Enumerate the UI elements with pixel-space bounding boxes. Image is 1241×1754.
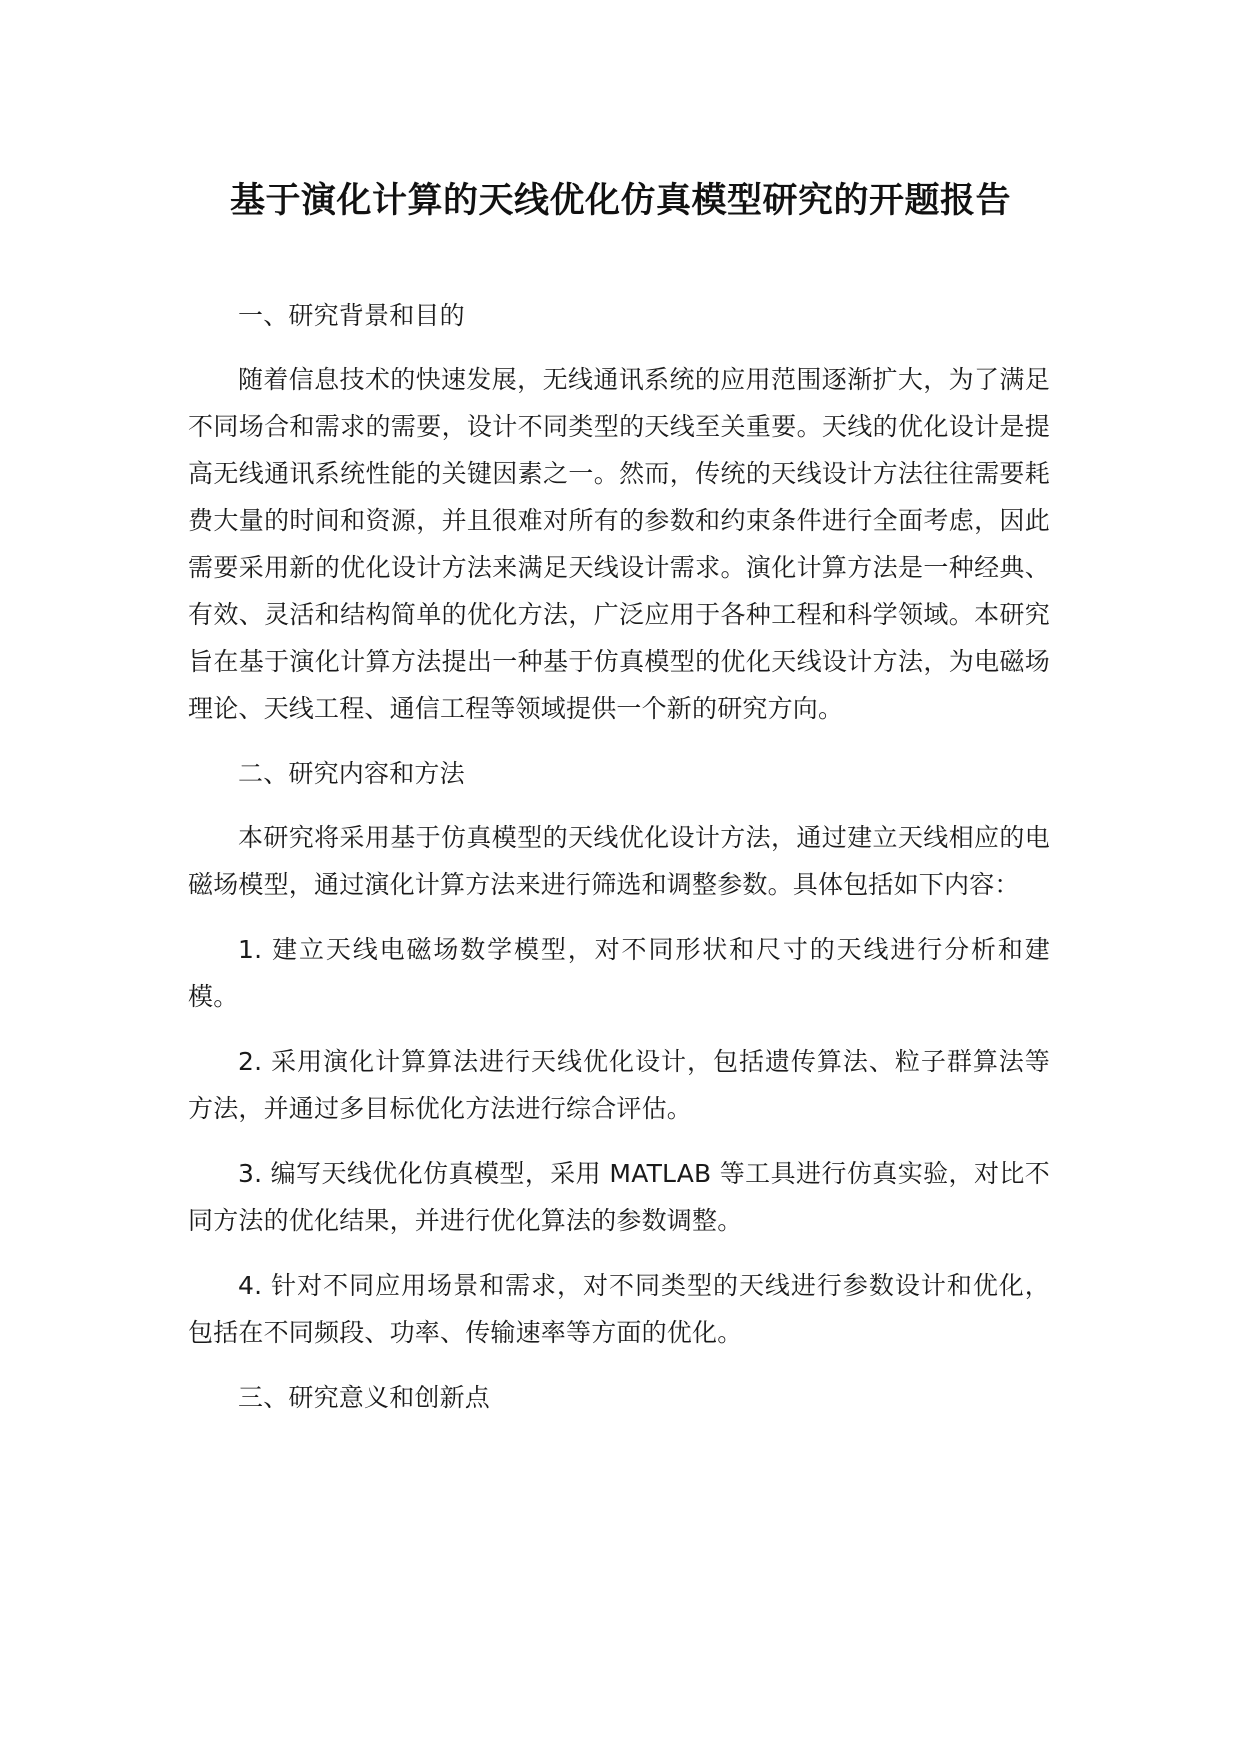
list-item-3: 3. 编写天线优化仿真模型，采用 MATLAB 等工具进行仿真实验，对比不同方法的优化结果，并进行优化算法的参数调整。 [188,1159,1050,1235]
list-item-1: 1. 建立天线电磁场数学模型，对不同形状和尺寸的天线进行分析和建模。 [188,935,1050,1011]
paragraph-background: 随着信息技术的快速发展，无线通讯系统的应用范围逐渐扩大，为了满足不同场合和需求的需要，设计不同类型的天线至关重要。天线的优化设计是提高无线通讯系统性能的关键因素之一。然而，传统的天线设计方法往往需要耗费大量的时间和资源，并且很难对所有的参数和约束条件进行全面考虑，因此需要采用新的优化设计方法来满足天线设计需求。演化计算方法是一种经典、有效、灵活和结构简单的优化方法，广泛应用于各种工程和科学领域。本研究旨在基于演化计算方法提出一种基于仿真模型的优化天线设计方法，为电磁场理论、天线工程、通信工程等领域提供一个新的研究方向。 [188,365,1050,723]
list-item-2: 2. 采用演化计算算法进行天线优化设计，包括遗传算法、粒子群算法等方法，并通过多目标优化方法进行综合评估。 [188,1047,1050,1123]
section-heading-content-method: 二、研究内容和方法 [238,759,465,788]
document-body [188,292,1050,1438]
list-item-4: 4. 针对不同应用场景和需求，对不同类型的天线进行参数设计和优化，包括在不同频段、功率、传输速率等方面的优化。 [188,1271,1050,1347]
section-heading-background: 一、研究背景和目的 [238,301,465,330]
paragraph-content-intro: 本研究将采用基于仿真模型的天线优化设计方法，通过建立天线相应的电磁场模型，通过演化计算方法来进行筛选和调整参数。具体包括如下内容： [188,823,1050,899]
section-heading-significance: 三、研究意义和创新点 [238,1383,491,1412]
document-title: 基于演化计算的天线优化仿真模型研究的开题报告 [229,181,1011,221]
